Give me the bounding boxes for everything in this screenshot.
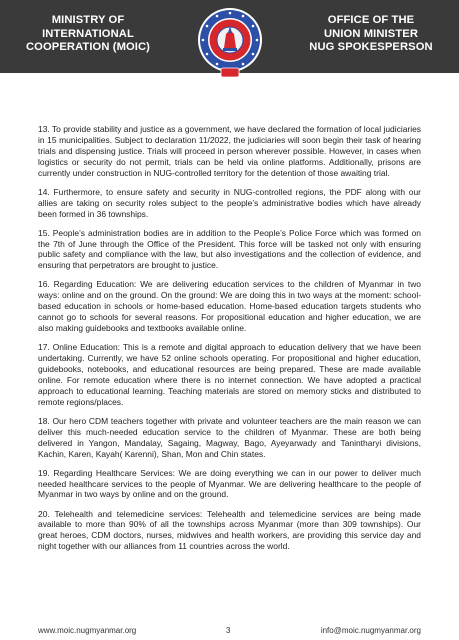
office-title [291,14,451,55]
paragraph-18: 18. Our hero CDM teachers together with private and volunteer teachers are the main reason we can deliver this much-needed education service to the children of Myanmar. These are both being delivered in Yangon, Mandalay, Sagaing, Magway, Bago, Ayeyarwady and Tanintharyi divisions, Kachin, Karen, Kayah( Karenni), Shan, Mon and Chin states. [38,415,421,459]
footer [0,626,459,638]
ministry-title-line: COOPERATION (MOIC) [25,41,151,53]
email-link[interactable]: info@moic.nugmyanmar.org [320,626,421,635]
paragraph-19: 19. Regarding Healthcare Services: We are doing everything we can in our power to deliver much needed healthcare services to the people of Myanmar. We are delivering healthcare to the people of Myanmar in two ways by online and on the ground. [38,467,421,500]
website-link[interactable]: www.moic.nugmyanmar.org [38,626,137,635]
paragraph-16: 16. Regarding Education: We are delivering education services to the children of Myanmar in two ways: online and on the ground. On the ground: We are doing this in two ways at the moment: school-based education in schools or home-based education. Home-based education targets students who cannot go to schools for several reasons. For propositional education and higher education, we are also making guidebooks and textbooks available online. [38,279,421,334]
office-title-line: OFFICE OF THE [327,14,415,26]
ministry-title-line: INTERNATIONAL [42,27,134,40]
office-title-line: NUG SPOKESPERSON [309,41,433,53]
page-number: 3 [226,626,231,635]
office-title-line: UNION MINISTER [323,27,418,40]
paragraph-15: 15. People’s administration bodies are in addition to the People’s Police Force which was formed on the 7th of June through the Office of the President. This force will be tasked not only with ensuring public safety and compliance with the law, but also investigations and the collection of evidence, and ensuring that perpetrators are brought to justice. [38,227,421,271]
ministry-title-line: MINISTRY OF [51,14,125,26]
paragraph-20: 20. Telehealth and telemedicine services: Telehealth and telemedicine services are being made available to more than 90% of all the townships across Myanmar (more than 309 townships). Our great heroes, CDM doctors, nurses, midwives and health workers, are providing this service day and night together with our alliances from 11 countries across the world. [38,508,421,552]
paragraph-13: 13. To provide stability and justice as a government, we have declared the formation of local judiciaries in 15 municipalities. Subject to declaration 11/2022, the judiciaries will soon begin their task of hearing trials and dispensing justice. Trials will proceed in person wherever possible. However, in cases when logistics or security do not permit, trials can be held via online platforms. Additionally, prisons are currently under construction in NUG-controlled territory for the detention of those awaiting trial. [38,124,421,178]
paragraph-17: 17. Online Education: This is a remote and digital approach to education delivery that we have been undertaking. Currently, we have 52 online schools operating. For propositional and higher education, guidebooks, notebooks, and educational resources are being prepared. These are made available online. For remote education where there is no internet connection. We have adopted a practical approach to educational learning. Teaching materials are stored on memory sticks and distributed to remote regions/places. [38,342,421,407]
government-seal-icon [195,4,265,80]
ministry-title [8,14,168,55]
paragraph-14: 14. Furthermore, to ensure safety and security in NUG-controlled regions, the PDF along with our allies are taking on security roles subject to the people’s administrative bodies which have already been formed in 36 townships. [38,186,421,219]
document-body [38,124,421,560]
